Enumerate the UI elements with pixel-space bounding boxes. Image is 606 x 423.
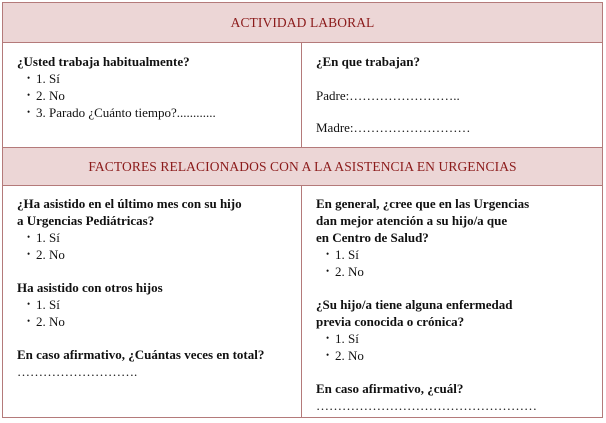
option-no: • 2. No	[326, 347, 537, 364]
work-question-cell	[17, 53, 216, 121]
section-title: FACTORES RELACIONADOS CON A LA ASISTENCIA EN URGENCIAS	[88, 158, 517, 174]
question-parents-work: ¿En que trabajan?	[316, 54, 421, 69]
section-header-factores-urgencias	[3, 147, 602, 186]
question-chronic-illness-line1: ¿Su hijo/a tiene alguna enfermedad	[316, 297, 513, 312]
option-no: • 2. No	[27, 87, 216, 104]
option-yes: • 1. Sí	[326, 330, 537, 347]
option-no: • 2. No	[326, 263, 537, 280]
parents-work-cell	[316, 53, 471, 136]
mother-field: Madre:………………………	[316, 120, 471, 135]
which-illness-answer: ……………………………………………	[316, 398, 537, 413]
options-other-children	[17, 296, 264, 330]
options-visited-last-month	[17, 229, 264, 263]
question-chronic-illness-line2: previa conocida o crónica?	[316, 314, 465, 329]
section-title: ACTIVIDAD LABORAL	[230, 14, 375, 30]
question-visited-last-month-line1: ¿Ha asistido en el último mes con su hijo	[17, 196, 242, 211]
question-works-regularly: ¿Usted trabaja habitualmente?	[17, 54, 190, 69]
options-works-regularly	[17, 70, 216, 121]
questionnaire-table	[2, 2, 603, 418]
emergency-visits-cell	[17, 195, 264, 380]
option-no: • 2. No	[27, 246, 264, 263]
column-divider	[301, 42, 302, 148]
how-many-times-answer: ……………………….	[17, 364, 138, 379]
section-header-actividad-laboral	[3, 2, 602, 43]
father-field: Padre:……………………..	[316, 88, 460, 103]
column-divider	[301, 185, 302, 418]
option-unemployed: • 3. Parado ¿Cuánto tiempo?............	[27, 104, 216, 121]
option-yes: • 1. Sí	[27, 296, 264, 313]
question-which-illness: En caso afirmativo, ¿cuál?	[316, 381, 464, 396]
question-other-children: Ha asistido con otros hijos	[17, 280, 163, 295]
care-comparison-cell	[316, 195, 537, 414]
option-yes: • 1. Sí	[27, 229, 264, 246]
question-better-care-line3: en Centro de Salud?	[316, 230, 429, 245]
option-yes: • 1. Sí	[326, 246, 537, 263]
question-how-many-times: En caso afirmativo, ¿Cuántas veces en total?	[17, 347, 265, 362]
options-chronic-illness	[316, 330, 537, 364]
option-yes: • 1. Sí	[27, 70, 216, 87]
question-better-care-line1: En general, ¿cree que en las Urgencias	[316, 196, 530, 211]
options-better-care	[316, 246, 537, 280]
question-visited-last-month-line2: a Urgencias Pediátricas?	[17, 213, 155, 228]
question-better-care-line2: dan mejor atención a su hijo/a que	[316, 213, 508, 228]
option-no: • 2. No	[27, 313, 264, 330]
